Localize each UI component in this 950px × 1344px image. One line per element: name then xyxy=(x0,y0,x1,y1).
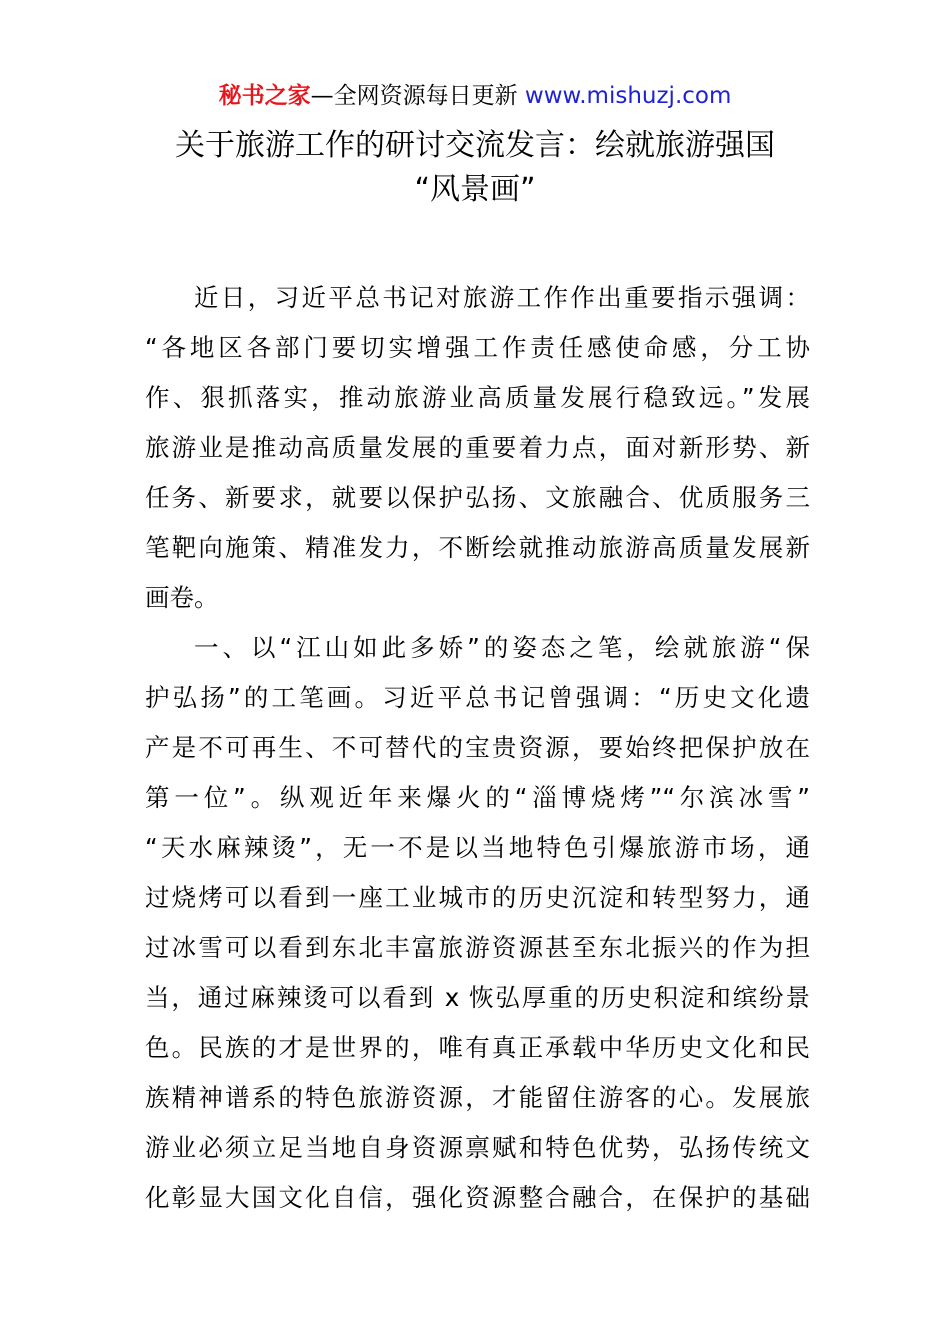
text-line: 第一位”。纵观近年来爆火的“淄博烧烤”“尔滨冰雪” xyxy=(145,783,810,812)
text-line: 一、以“江山如此多娇”的姿态之笔，绘就旅游“保 xyxy=(194,633,810,662)
text-line: “各地区各部门要切实增强工作责任感使命感，分工协 xyxy=(145,333,810,362)
text-line: 色。民族的才是世界的，唯有真正承载中华历史文化和民 xyxy=(145,1033,810,1062)
paragraph-section-one xyxy=(145,623,810,1223)
paragraph-intro xyxy=(145,273,810,623)
text-line: 族精神谱系的特色旅游资源，才能留住游客的心。发展旅 xyxy=(145,1083,810,1112)
text-line: 旅游业是推动高质量发展的重要着力点，面对新形势、新 xyxy=(145,433,810,462)
brand-name: 秘书之家 xyxy=(218,83,311,109)
title-line-1: 关于旅游工作的研讨交流发言：绘就旅游强国 xyxy=(175,128,775,163)
site-header xyxy=(0,80,950,112)
text-line: 近日，习近平总书记对旅游工作作出重要指示强调： xyxy=(194,283,810,312)
text-line: 化彰显大国文化自信，强化资源整合融合，在保护的基础 xyxy=(145,1183,810,1212)
text-line: 过冰雪可以看到东北丰富旅游资源甚至东北振兴的作为担 xyxy=(145,933,810,962)
text-line: 产是不可再生、不可替代的宝贵资源，要始终把保护放在 xyxy=(145,733,810,762)
document-title xyxy=(120,124,830,212)
text-line: 任务、新要求，就要以保护弘扬、文旅融合、优质服务三 xyxy=(145,483,810,512)
text-line: 作、狠抓落实，推动旅游业高质量发展行稳致远。”发展 xyxy=(145,383,810,412)
text-line: 画卷。 xyxy=(145,583,219,612)
title-line-2: “风景画” xyxy=(414,172,536,207)
text-line: 游业必须立足当地自身资源禀赋和特色优势，弘扬传统文 xyxy=(145,1133,810,1162)
document-body xyxy=(145,273,810,1223)
text-line: 笔靶向施策、精准发力，不断绘就推动旅游高质量发展新 xyxy=(145,533,810,562)
text-line: 护弘扬”的工笔画。习近平总书记曾强调：“历史文化遗 xyxy=(145,683,810,712)
header-tagline: —全网资源每日更新 xyxy=(310,83,525,109)
site-url-link[interactable]: www.mishuzj.com xyxy=(524,83,732,109)
text-line: 过烧烤可以看到一座工业城市的历史沉淀和转型努力，通 xyxy=(145,883,810,912)
text-line: “天水麻辣烫”，无一不是以当地特色引爆旅游市场，通 xyxy=(145,833,810,862)
text-line: 当，通过麻辣烫可以看到 x 恢弘厚重的历史积淀和缤纷景 xyxy=(145,983,810,1012)
